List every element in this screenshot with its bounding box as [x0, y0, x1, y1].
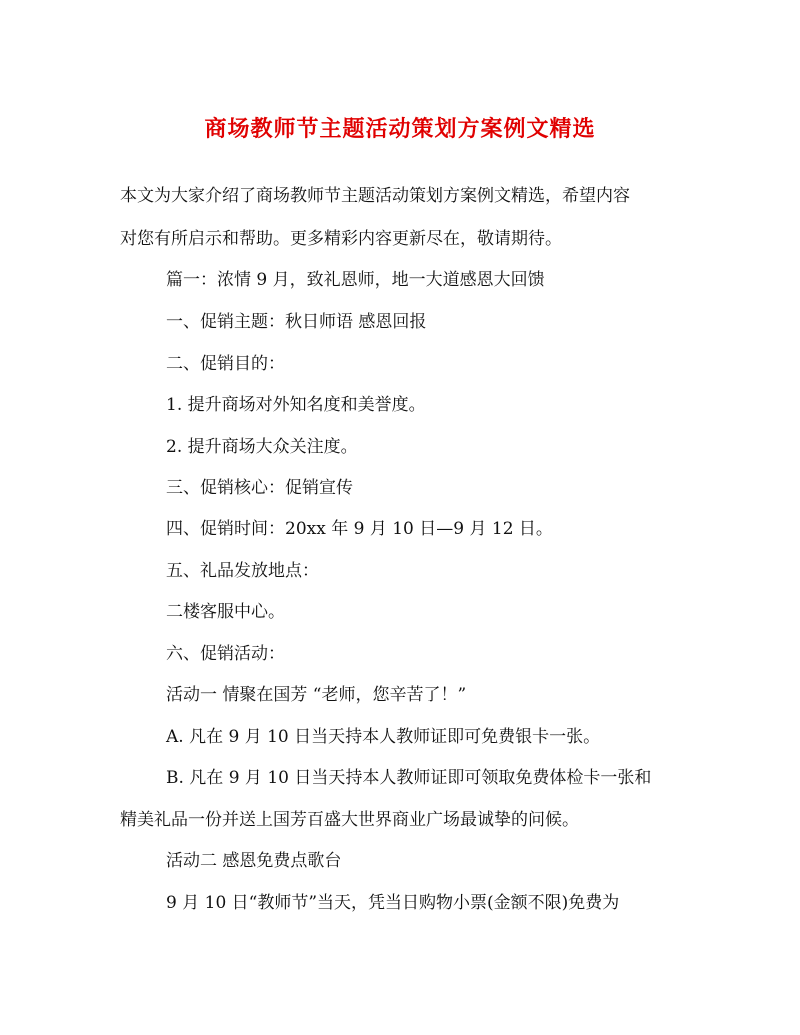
- paragraph-activity-two: 活动二 感恩免费点歌台: [166, 851, 342, 871]
- paragraph-promo-purpose: 二、促销目的：: [166, 354, 285, 374]
- paragraph-activity-one-b-line1: B. 凡在 9 月 10 日当天持本人教师证即可领取免费体检卡一张和: [166, 768, 652, 788]
- paragraph-promo-core: 三、促销核心：促销宣传: [166, 478, 353, 498]
- paragraph-activity-one-a: A. 凡在 9 月 10 日当天持本人教师证即可免费银卡一张。: [166, 727, 601, 747]
- paragraph-activity-two-detail: 9 月 10 日“教师节”当天，凭当日购物小票(金额不限)免费为: [166, 893, 620, 913]
- paragraph-intro-line2: 对您有所启示和帮助。更多精彩内容更新尽在，敬请期待。: [120, 229, 562, 249]
- paragraph-promo-theme: 一、促销主题：秋日师语 感恩回报: [166, 312, 427, 332]
- paragraph-gift-location: 五、礼品发放地点：: [166, 561, 319, 581]
- paragraph-activity-one: 活动一 情聚在国芳 “老师，您辛苦了！”: [166, 685, 467, 705]
- paragraph-intro-line1: 本文为大家介绍了商场教师节主题活动策划方案例文精选，希望内容: [120, 186, 630, 206]
- document-title: 商场教师节主题活动策划方案例文精选: [204, 116, 596, 142]
- paragraph-promo-activities: 六、促销活动：: [166, 644, 285, 664]
- paragraph-service-center: 二楼客服中心。: [166, 602, 285, 622]
- list-item-purpose-1: 1. 提升商场对外知名度和美誉度。: [166, 395, 426, 415]
- paragraph-section-heading: 篇一：浓情 9 月，致礼恩师，地一大道感恩大回馈: [166, 270, 545, 290]
- paragraph-promo-time: 四、促销时间：20xx 年 9 月 10 日—9 月 12 日。: [166, 519, 553, 539]
- paragraph-activity-one-b-line2: 精美礼品一份并送上国芳百盛大世界商业广场最诚挚的问候。: [120, 810, 579, 830]
- list-item-purpose-2: 2. 提升商场大众关注度。: [166, 437, 358, 457]
